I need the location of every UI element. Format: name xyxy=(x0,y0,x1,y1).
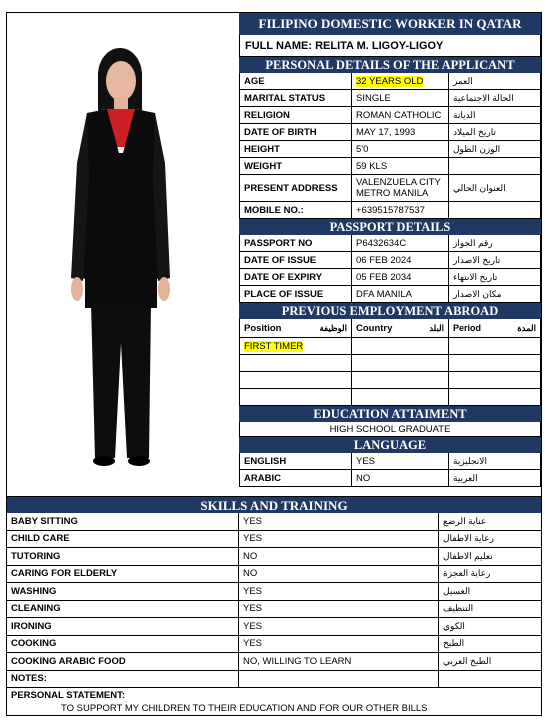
skill-value: YES xyxy=(239,531,439,548)
column-label-arabic: الوظيفة xyxy=(319,322,347,333)
skill-value: YES xyxy=(239,636,439,653)
table-row xyxy=(239,107,541,124)
arabic-label: الحالة الاجتماعية xyxy=(449,90,541,106)
field-label: DATE OF EXPIRY xyxy=(239,269,352,285)
table-row xyxy=(239,235,541,252)
table-row xyxy=(7,513,541,531)
field-value: 06 FEB 2024 xyxy=(352,252,449,268)
column-label-arabic: البلد xyxy=(429,322,444,333)
table-row xyxy=(239,73,541,90)
table-row xyxy=(239,286,541,303)
passport-details-header: PASSPORT DETAILS xyxy=(239,219,541,235)
arabic-label xyxy=(449,202,541,218)
skill-value: YES xyxy=(239,513,439,530)
field-value: YES xyxy=(352,453,449,469)
arabic-label xyxy=(449,158,541,174)
arabic-label: الانجليزية xyxy=(449,453,541,469)
field-value: P6432634C xyxy=(352,235,449,251)
field-label: WEIGHT xyxy=(239,158,352,174)
age-value: 32 YEARS OLD xyxy=(356,75,424,87)
skills-section xyxy=(7,496,541,718)
column-label: Country xyxy=(356,322,393,334)
first-timer-value: FIRST TIMER xyxy=(244,340,304,352)
field-label: ARABIC xyxy=(239,470,352,486)
skill-label: CHILD CARE xyxy=(7,531,239,548)
table-row xyxy=(239,269,541,286)
skill-label: CARING FOR ELDERLY xyxy=(7,566,239,583)
skill-value: NO xyxy=(239,566,439,583)
skill-value: NO xyxy=(239,548,439,565)
field-label: HEIGHT xyxy=(239,141,352,157)
arabic-label: مكان الاصدار xyxy=(449,286,541,302)
field-label: MARITAL STATUS xyxy=(239,90,352,106)
field-label: DATE OF ISSUE xyxy=(239,252,352,268)
field-value: 05 FEB 2034 xyxy=(352,269,449,285)
column-position xyxy=(239,319,352,337)
table-row xyxy=(239,470,541,487)
field-value: NO xyxy=(352,470,449,486)
table-row xyxy=(7,548,541,566)
details-column xyxy=(239,13,541,487)
arabic-label: رعاية العجزة xyxy=(443,568,491,579)
field-label: ENGLISH xyxy=(239,453,352,469)
field-label: RELIGION xyxy=(239,107,352,123)
notes-row xyxy=(7,671,541,689)
field-label: AGE xyxy=(239,73,352,89)
arabic-label: تاريخ الاصدار xyxy=(449,252,541,268)
skill-label: IRONING xyxy=(7,618,239,635)
field-value: 59 KLS xyxy=(352,158,449,174)
column-label: Period xyxy=(453,323,482,333)
arabic-label: التنظيف xyxy=(443,603,474,614)
column-label: Position xyxy=(244,322,282,334)
field-value: MAY 17, 1993 xyxy=(352,124,449,140)
field-label: PASSPORT NO xyxy=(239,235,352,251)
table-row xyxy=(239,422,541,437)
skill-value: YES xyxy=(239,601,439,618)
arabic-label: العنوان الحالي xyxy=(449,175,541,201)
personal-statement xyxy=(7,688,541,718)
skills-header: SKILLS AND TRAINING xyxy=(7,496,541,513)
education-value: HIGH SCHOOL GRADUATE xyxy=(239,422,541,436)
full-name: FULL NAME: RELITA M. LIGOY-LIGOY xyxy=(239,35,541,57)
personal-details-header: PERSONAL DETAILS OF THE APPLICANT xyxy=(239,57,541,73)
arabic-label: العربية xyxy=(449,470,541,486)
table-row xyxy=(7,618,541,636)
arabic-label: الطبخ العربي xyxy=(443,655,492,666)
skill-value: NO, WILLING TO LEARN xyxy=(239,653,439,670)
field-label: PRESENT ADDRESS xyxy=(239,175,352,201)
language-header: LANGUAGE xyxy=(239,437,541,453)
field-label: MOBILE NO.: xyxy=(239,202,352,218)
field-value: ROMAN CATHOLIC xyxy=(352,107,449,123)
table-row xyxy=(7,531,541,549)
table-row xyxy=(239,389,541,406)
skill-value: YES xyxy=(239,583,439,600)
applicant-sheet xyxy=(6,12,542,716)
table-row xyxy=(239,355,541,372)
table-row xyxy=(7,636,541,654)
table-row xyxy=(239,158,541,175)
skill-label: WASHING xyxy=(7,583,239,600)
field-value: SINGLE xyxy=(352,90,449,106)
field-label: PLACE OF ISSUE xyxy=(239,286,352,302)
table-row xyxy=(239,175,541,202)
table-row xyxy=(239,453,541,470)
table-row xyxy=(239,338,541,355)
arabic-label: رعاية الاطفال xyxy=(443,533,494,544)
notes-label: NOTES: xyxy=(7,671,239,688)
employment-header: PREVIOUS EMPLOYMENT ABROAD xyxy=(239,303,541,319)
table-row xyxy=(239,90,541,107)
table-row xyxy=(7,653,541,671)
arabic-label: الكوي xyxy=(443,620,465,631)
skill-label: TUTORING xyxy=(7,548,239,565)
arabic-label: الغسيل xyxy=(443,585,471,596)
applicant-photo xyxy=(7,13,239,496)
column-label-arabic: المدة xyxy=(517,322,536,333)
field-value: 5'0 xyxy=(352,141,449,157)
table-row xyxy=(7,566,541,584)
arabic-label: الوزن الطول xyxy=(449,141,541,157)
skill-label: COOKING xyxy=(7,636,239,653)
document-title: FILIPINO DOMESTIC WORKER IN QATAR xyxy=(239,13,541,35)
statement-label: PERSONAL STATEMENT: xyxy=(11,690,126,701)
arabic-label: الديانة xyxy=(449,107,541,123)
arabic-label: عناية الرضع xyxy=(443,515,487,526)
education-header: EDUCATION ATTAIMENT xyxy=(239,406,541,422)
table-row xyxy=(239,372,541,389)
table-row xyxy=(239,141,541,158)
table-row xyxy=(239,202,541,219)
statement-text: TO SUPPORT MY CHILDREN TO THEIR EDUCATION AND FOR OUR OTHER BILLS xyxy=(61,703,428,714)
arabic-label: العمر xyxy=(449,73,541,89)
column-country xyxy=(352,319,449,337)
column-period xyxy=(449,319,541,337)
field-value: DFA MANILA xyxy=(352,286,449,302)
skill-label: BABY SITTING xyxy=(7,513,239,530)
employment-columns xyxy=(239,319,541,338)
field-value: +639515787537 xyxy=(352,202,449,218)
field-value: VALENZUELA CITY METRO MANILA xyxy=(352,175,449,201)
skill-label: CLEANING xyxy=(7,601,239,618)
arabic-label: رقم الجواز xyxy=(449,235,541,251)
skill-value: YES xyxy=(239,618,439,635)
arabic-label: تاريخ الانتهاء xyxy=(449,269,541,285)
skill-label: COOKING ARABIC FOOD xyxy=(7,653,239,670)
arabic-label: الطبخ xyxy=(443,638,465,649)
table-row xyxy=(7,583,541,601)
table-row xyxy=(7,601,541,619)
arabic-label: تاريخ الميلاد xyxy=(449,124,541,140)
table-row xyxy=(239,124,541,141)
arabic-label: تعليم الاطفال xyxy=(443,550,493,561)
field-label: DATE OF BIRTH xyxy=(239,124,352,140)
table-row xyxy=(239,252,541,269)
